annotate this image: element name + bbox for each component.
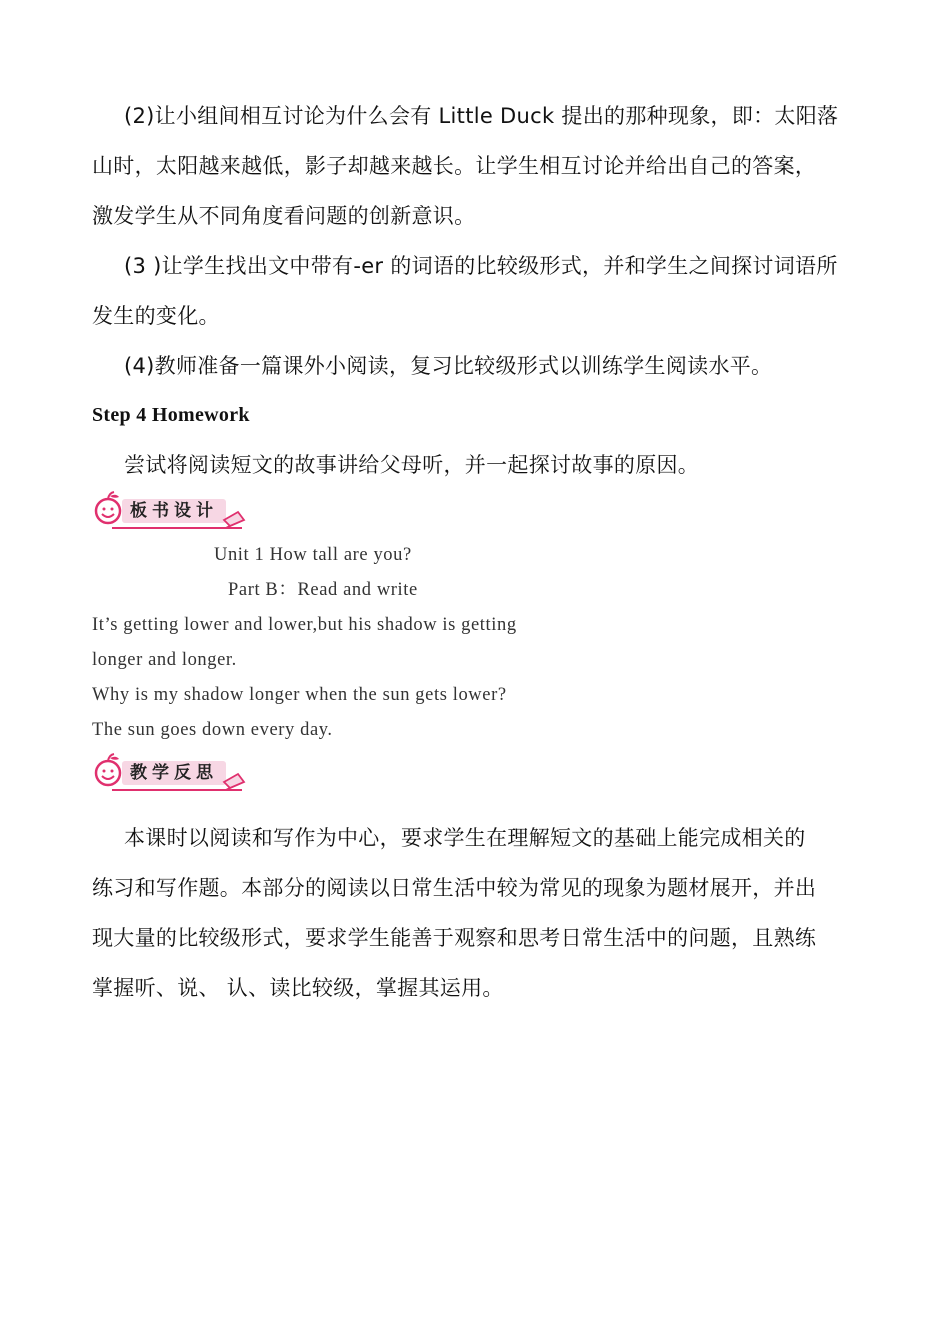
- reflection-line-4: 掌握听、说、 认、读比较级，掌握其运用。: [92, 976, 504, 1000]
- board-part-title: Part B：Read and write: [228, 580, 418, 600]
- pencil-icon: [224, 512, 244, 528]
- teaching-reflection-badge: [92, 752, 248, 792]
- reflection-line-2: 练习和写作题。本部分的阅读以日常生活中较为常见的现象为题材展开，并出: [92, 876, 817, 900]
- paragraph-3-line-1: (3 )让学生找出文中带有-er 的词语的比较级形式，并和学生之间探讨词语所: [124, 254, 838, 278]
- board-unit-title: Unit 1 How tall are you?: [214, 545, 412, 565]
- board-design-badge: [92, 490, 248, 530]
- pencil-icon: [224, 774, 244, 790]
- paragraph-2-line-2: 山时，太阳越来越低，影子却越来越长。让学生相互讨论并给出自己的答案，: [92, 154, 817, 178]
- board-design-label: 板书设计: [130, 501, 218, 521]
- paragraph-2-line-3: 激发学生从不同角度看问题的创新意识。: [92, 204, 476, 228]
- step-4-text: 尝试将阅读短文的故事讲给父母听，并一起探讨故事的原因。: [124, 453, 700, 477]
- paragraph-3-line-2: 发生的变化。: [92, 304, 220, 328]
- paragraph-2-line-1: (2)让小组间相互讨论为什么会有 Little Duck 提出的那种现象，即：太阳落: [124, 104, 839, 128]
- board-line-2: longer and longer.: [92, 650, 237, 670]
- paragraph-4-line-1: (4)教师准备一篇课外小阅读，复习比较级形式以训练学生阅读水平。: [124, 354, 773, 378]
- step-4-heading: Step 4 Homework: [92, 404, 250, 426]
- teaching-reflection-label: 教学反思: [130, 763, 218, 783]
- reflection-line-3: 现大量的比较级形式，要求学生能善于观察和思考日常生活中的问题，且熟练: [92, 926, 817, 950]
- board-line-1: It’s getting lower and lower,but his shadow is getting: [92, 615, 517, 635]
- reflection-line-1: 本课时以阅读和写作为中心，要求学生在理解短文的基础上能完成相关的: [124, 826, 806, 850]
- board-line-3: Why is my shadow longer when the sun gets lower?: [92, 685, 507, 705]
- board-line-4: The sun goes down every day.: [92, 720, 333, 740]
